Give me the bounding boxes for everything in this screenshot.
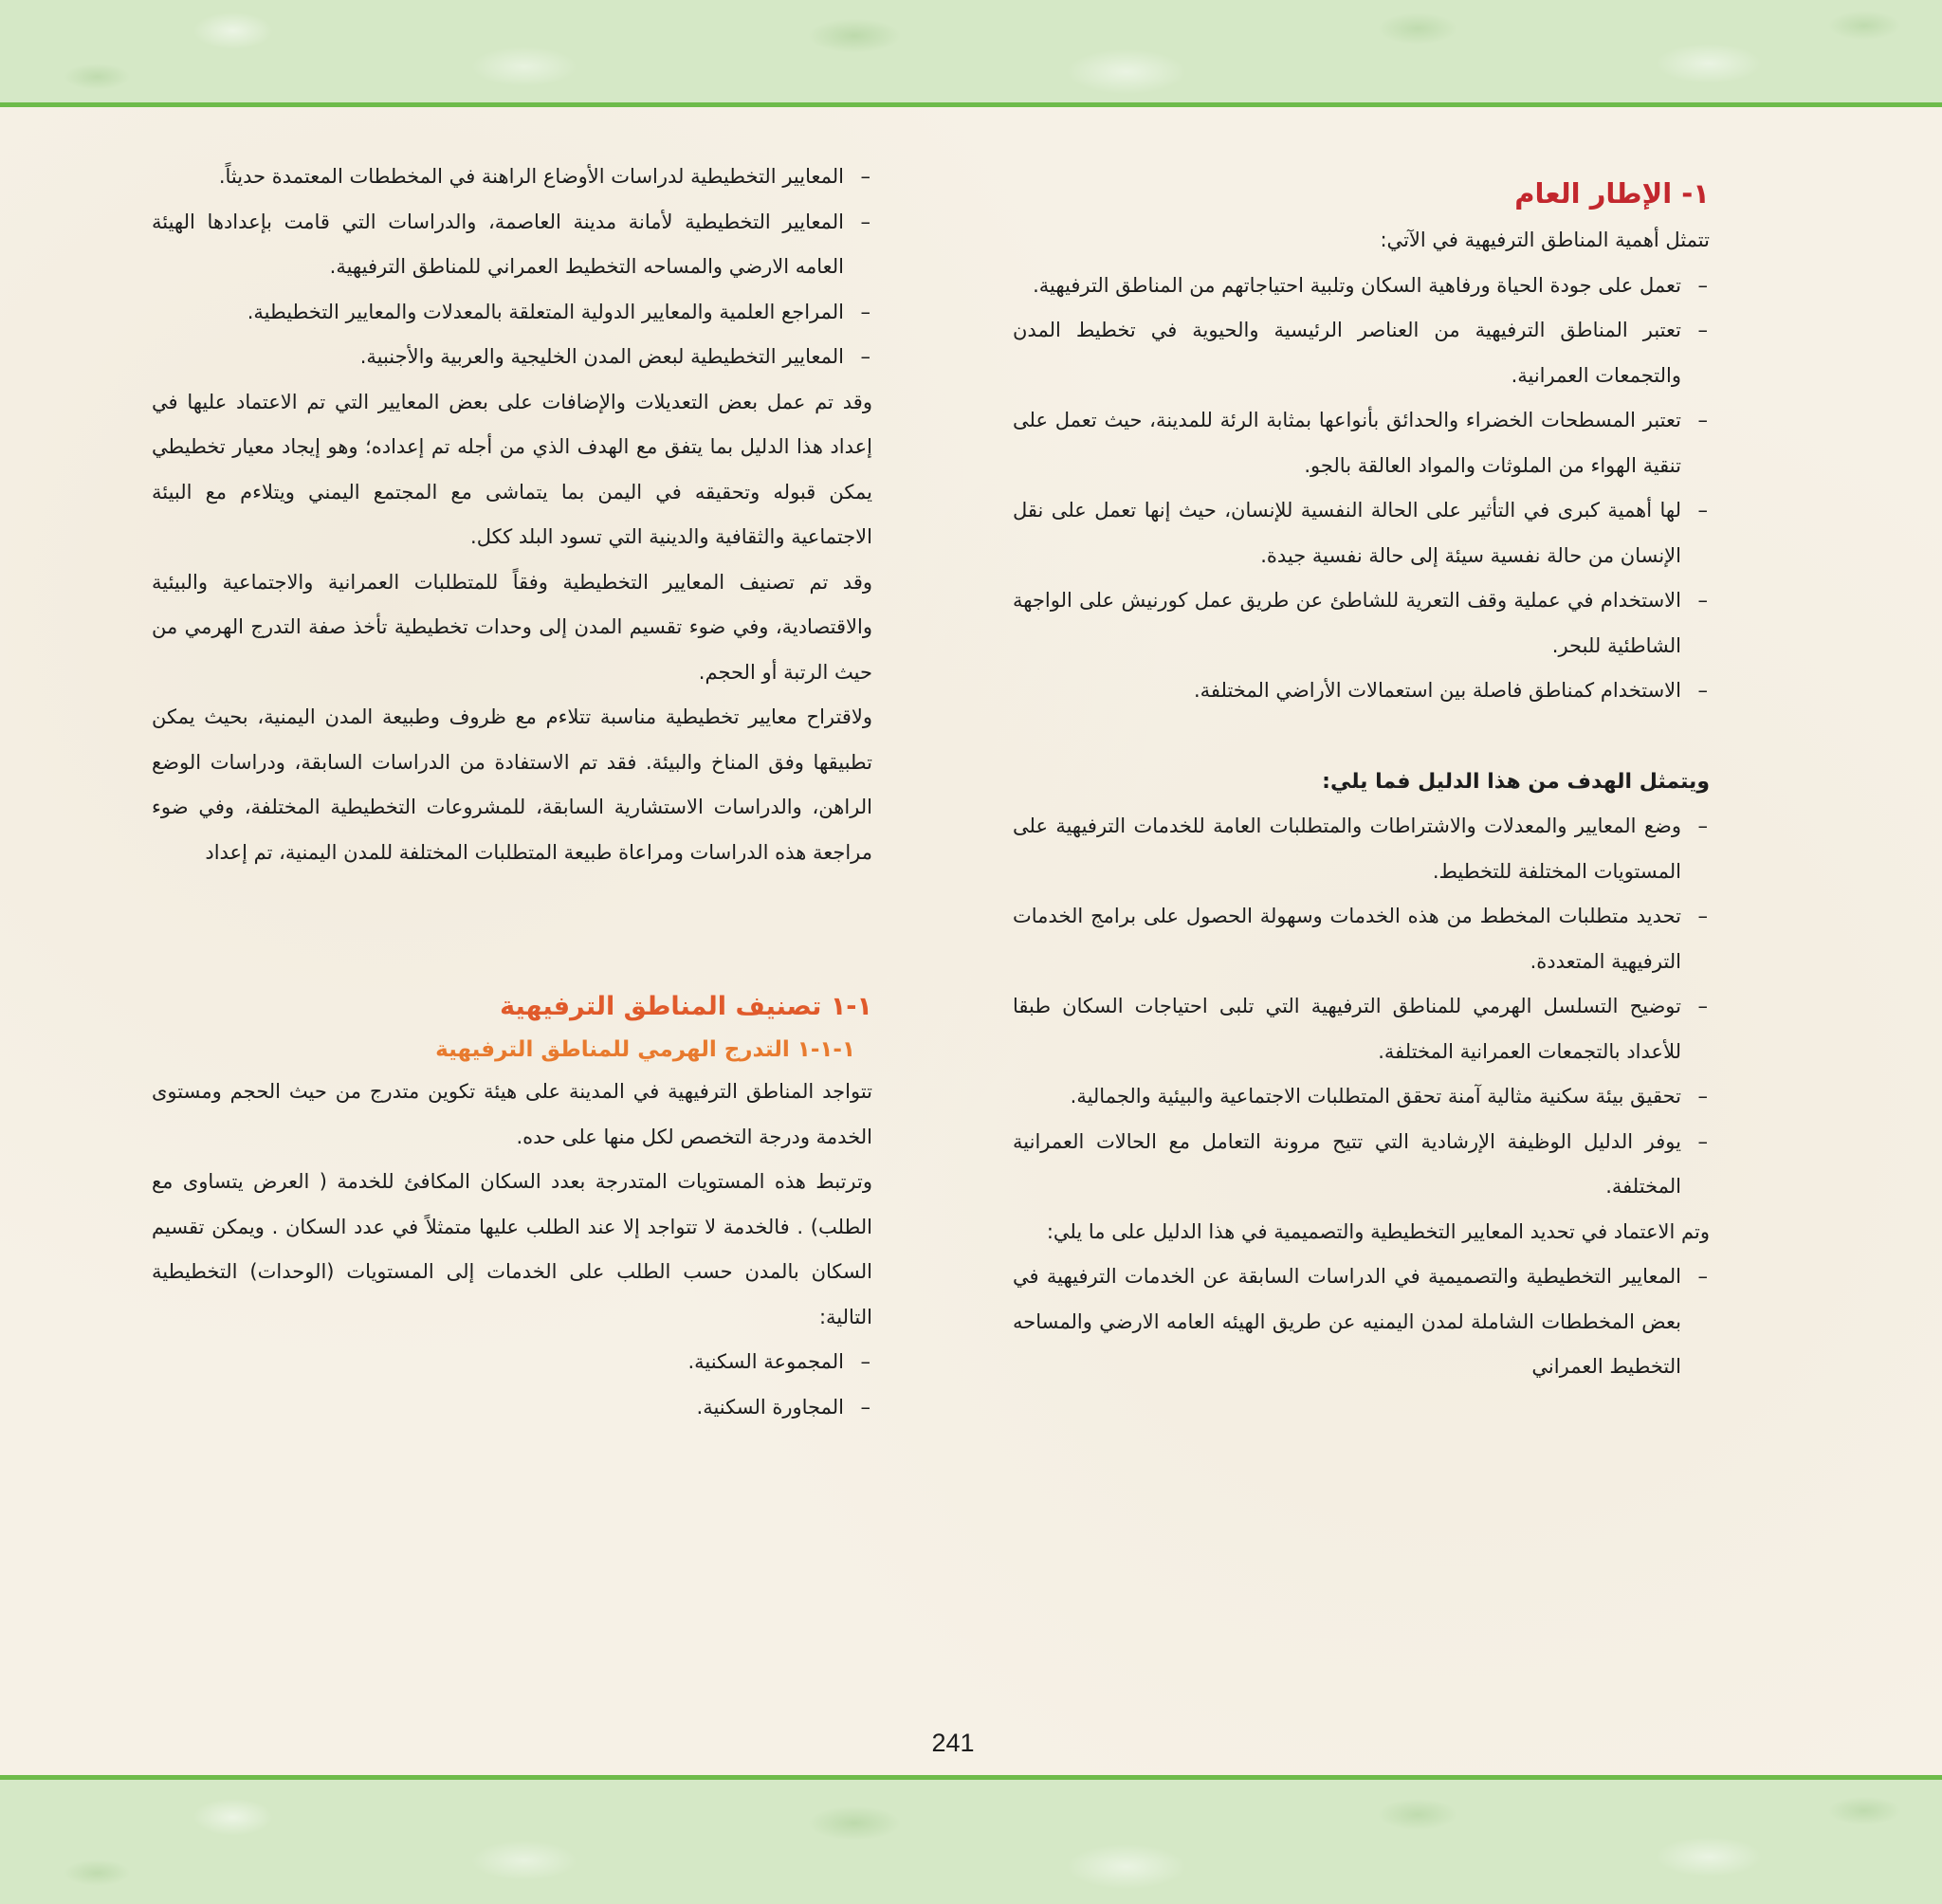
- list-item: – تحديد متطلبات المخطط من هذه الخدمات وسهولة الحصول على برامج الخدمات الترفيهية المتعددة.: [1013, 894, 1710, 984]
- list-item: – الاستخدام كمناطق فاصلة بين استعمالات الأراضي المختلفة.: [1013, 668, 1710, 714]
- list-item: – الاستخدام في عملية وقف التعرية للشاطئ عن طريق عمل كورنيش على الواجهة الشاطئية للبحر.: [1013, 578, 1710, 668]
- right-column: [1013, 169, 1710, 1390]
- list-item: – المجموعة السكنية.: [152, 1340, 872, 1385]
- list-item: – وضع المعايير والمعدلات والاشتراطات والمتطلبات العامة للخدمات الترفيهية على المستويات المختلفة للتخطيط.: [1013, 804, 1710, 894]
- page-number: 241: [931, 1729, 975, 1757]
- subsection-heading-hierarchy: ١-١-١ التدرج الهرمي للمناطق الترفيهية: [435, 1037, 855, 1062]
- reliance-list: [1013, 1254, 1710, 1390]
- list-item: – المعايير التخطيطية لبعض المدن الخليجية والعربية والأجنبية.: [152, 335, 872, 380]
- paragraph: وترتبط هذه المستويات المتدرجة بعدد السكان المكافئ للخدمة ( العرض يتساوى مع الطلب) . فالخدمة لا تتواجد إلا عند الطلب عليها متمثلاً في عدد السكان . ويمكن تقسيم السكان بالمدن حسب الطلب على الخدمات إلى المستويات (الوحدات) التخطيطية التالية:: [152, 1170, 872, 1328]
- list-item: – يوفر الدليل الوظيفة الإرشادية التي تتيح مرونة التعامل مع الحالات العمرانية المختلفة.: [1013, 1120, 1710, 1210]
- paragraph: تتواجد المناطق الترفيهية في المدينة على هيئة تكوين متدرج من حيث الحجم ومستوى الخدمة ودرجة التخصص لكل منها على حده.: [152, 1080, 872, 1148]
- list-item: – لها أهمية كبرى في التأثير على الحالة النفسية للإنسان، حيث إنها تعمل على نقل الإنسان من حالة نفسية سيئة إلى حالة نفسية جيدة.: [1013, 488, 1710, 578]
- paragraph: وقد تم عمل بعض التعديلات والإضافات على بعض المعايير التي تم الاعتماد عليها في إعداد هذا الدليل بما يتفق مع الهدف الذي من أجله تم إعداده؛ وهو إيجاد معيار تخطيطي يمكن قبوله وتحقيقه في اليمن بما يتماشى مع المجتمع اليمني ويتلاءم مع البيئة الاجتماعية والثقافية والدينية التي تسود البلد ككل.: [152, 390, 872, 548]
- section-heading-general-framework: ١- الإطار العام: [1514, 177, 1710, 210]
- section-heading-classification: ١-١ تصنيف المناطق الترفيهية: [500, 992, 872, 1021]
- list-item: – تعتبر المسطحات الخضراء والحدائق بأنواعها بمثابة الرئة للمدينة، حيث تعمل على تنقية الهواء من الملوثات والمواد العالقة بالجو.: [1013, 398, 1710, 488]
- goals-heading: ويتمثل الهدف من هذا الدليل فما يلي:: [1322, 769, 1710, 794]
- list-item: – تحقيق بيئة سكنية مثالية آمنة تحقق المتطلبات الاجتماعية والبيئية والجمالية.: [1013, 1074, 1710, 1120]
- bottom-decorative-band: [0, 1775, 1942, 1904]
- list-item: – المعايير التخطيطية لأمانة مدينة العاصمة، والدراسات التي قامت بإعدادها الهيئة العامه الارضي والمساحه التخطيط العمراني للمناطق الترفيهية.: [152, 200, 872, 290]
- list-item: – المعايير التخطيطية والتصميمية في الدراسات السابقة عن الخدمات الترفيهية في بعض المخططات الشاملة لمدن اليمنيه عن طريق الهيئه العامه الارضي والمساحه التخطيط العمراني: [1013, 1254, 1710, 1390]
- goals-list: [1013, 804, 1710, 1210]
- list-item: – تعتبر المناطق الترفيهية من العناصر الرئيسية والحيوية في تخطيط المدن والتجمعات العمرانية.: [1013, 308, 1710, 398]
- left-column: [152, 155, 872, 1430]
- list-item: – المجاورة السكنية.: [152, 1385, 872, 1431]
- paragraph: ولاقتراح معايير تخطيطية مناسبة تتلاءم مع ظروف وطبيعة المدن اليمنية، بحيث يمكن تطبيقها وفق المناخ والبيئة. فقد تم الاستفادة من الدراسات السابقة، ودراسات الوضع الراهن، والدراسات الاستشارية السابقة، للمشروعات التخطيطية المختلفة، وفي ضوء مراجعة هذه الدراسات ومراعاة طبيعة المتطلبات المختلفة للمدن اليمنية، تم إعداد: [152, 705, 872, 864]
- sources-list: [152, 155, 872, 380]
- reliance-paragraph: وتم الاعتماد في تحديد المعايير التخطيطية والتصميمية في هذا الدليل على ما يلي:: [1046, 1219, 1710, 1243]
- importance-list: [1013, 264, 1710, 714]
- top-decorative-band: [0, 0, 1942, 107]
- list-item: – المراجع العلمية والمعايير الدولية المتعلقة بالمعدلات والمعايير التخطيطية.: [152, 290, 872, 336]
- importance-intro: تتمثل أهمية المناطق الترفيهية في الآتي:: [1380, 229, 1710, 251]
- list-item: – توضيح التسلسل الهرمي للمناطق الترفيهية التي تلبى احتياجات السكان طبقا للأعداد بالتجمعات العمرانية المختلفة.: [1013, 984, 1710, 1074]
- list-item: – المعايير التخطيطية لدراسات الأوضاع الراهنة في المخططات المعتمدة حديثاً.: [152, 155, 872, 200]
- levels-list: [152, 1340, 872, 1430]
- paragraph: وقد تم تصنيف المعايير التخطيطية وفقاً للمتطلبات العمرانية والاجتماعية والبيئية والاقتصادية، وفي ضوء تقسيم المدن إلى وحدات تخطيطية تأخذ صفة التدرج الهرمي من حيث الرتبة أو الحجم.: [152, 570, 872, 684]
- list-item: – تعمل على جودة الحياة ورفاهية السكان وتلبية احتياجاتهم من المناطق الترفيهية.: [1013, 264, 1710, 309]
